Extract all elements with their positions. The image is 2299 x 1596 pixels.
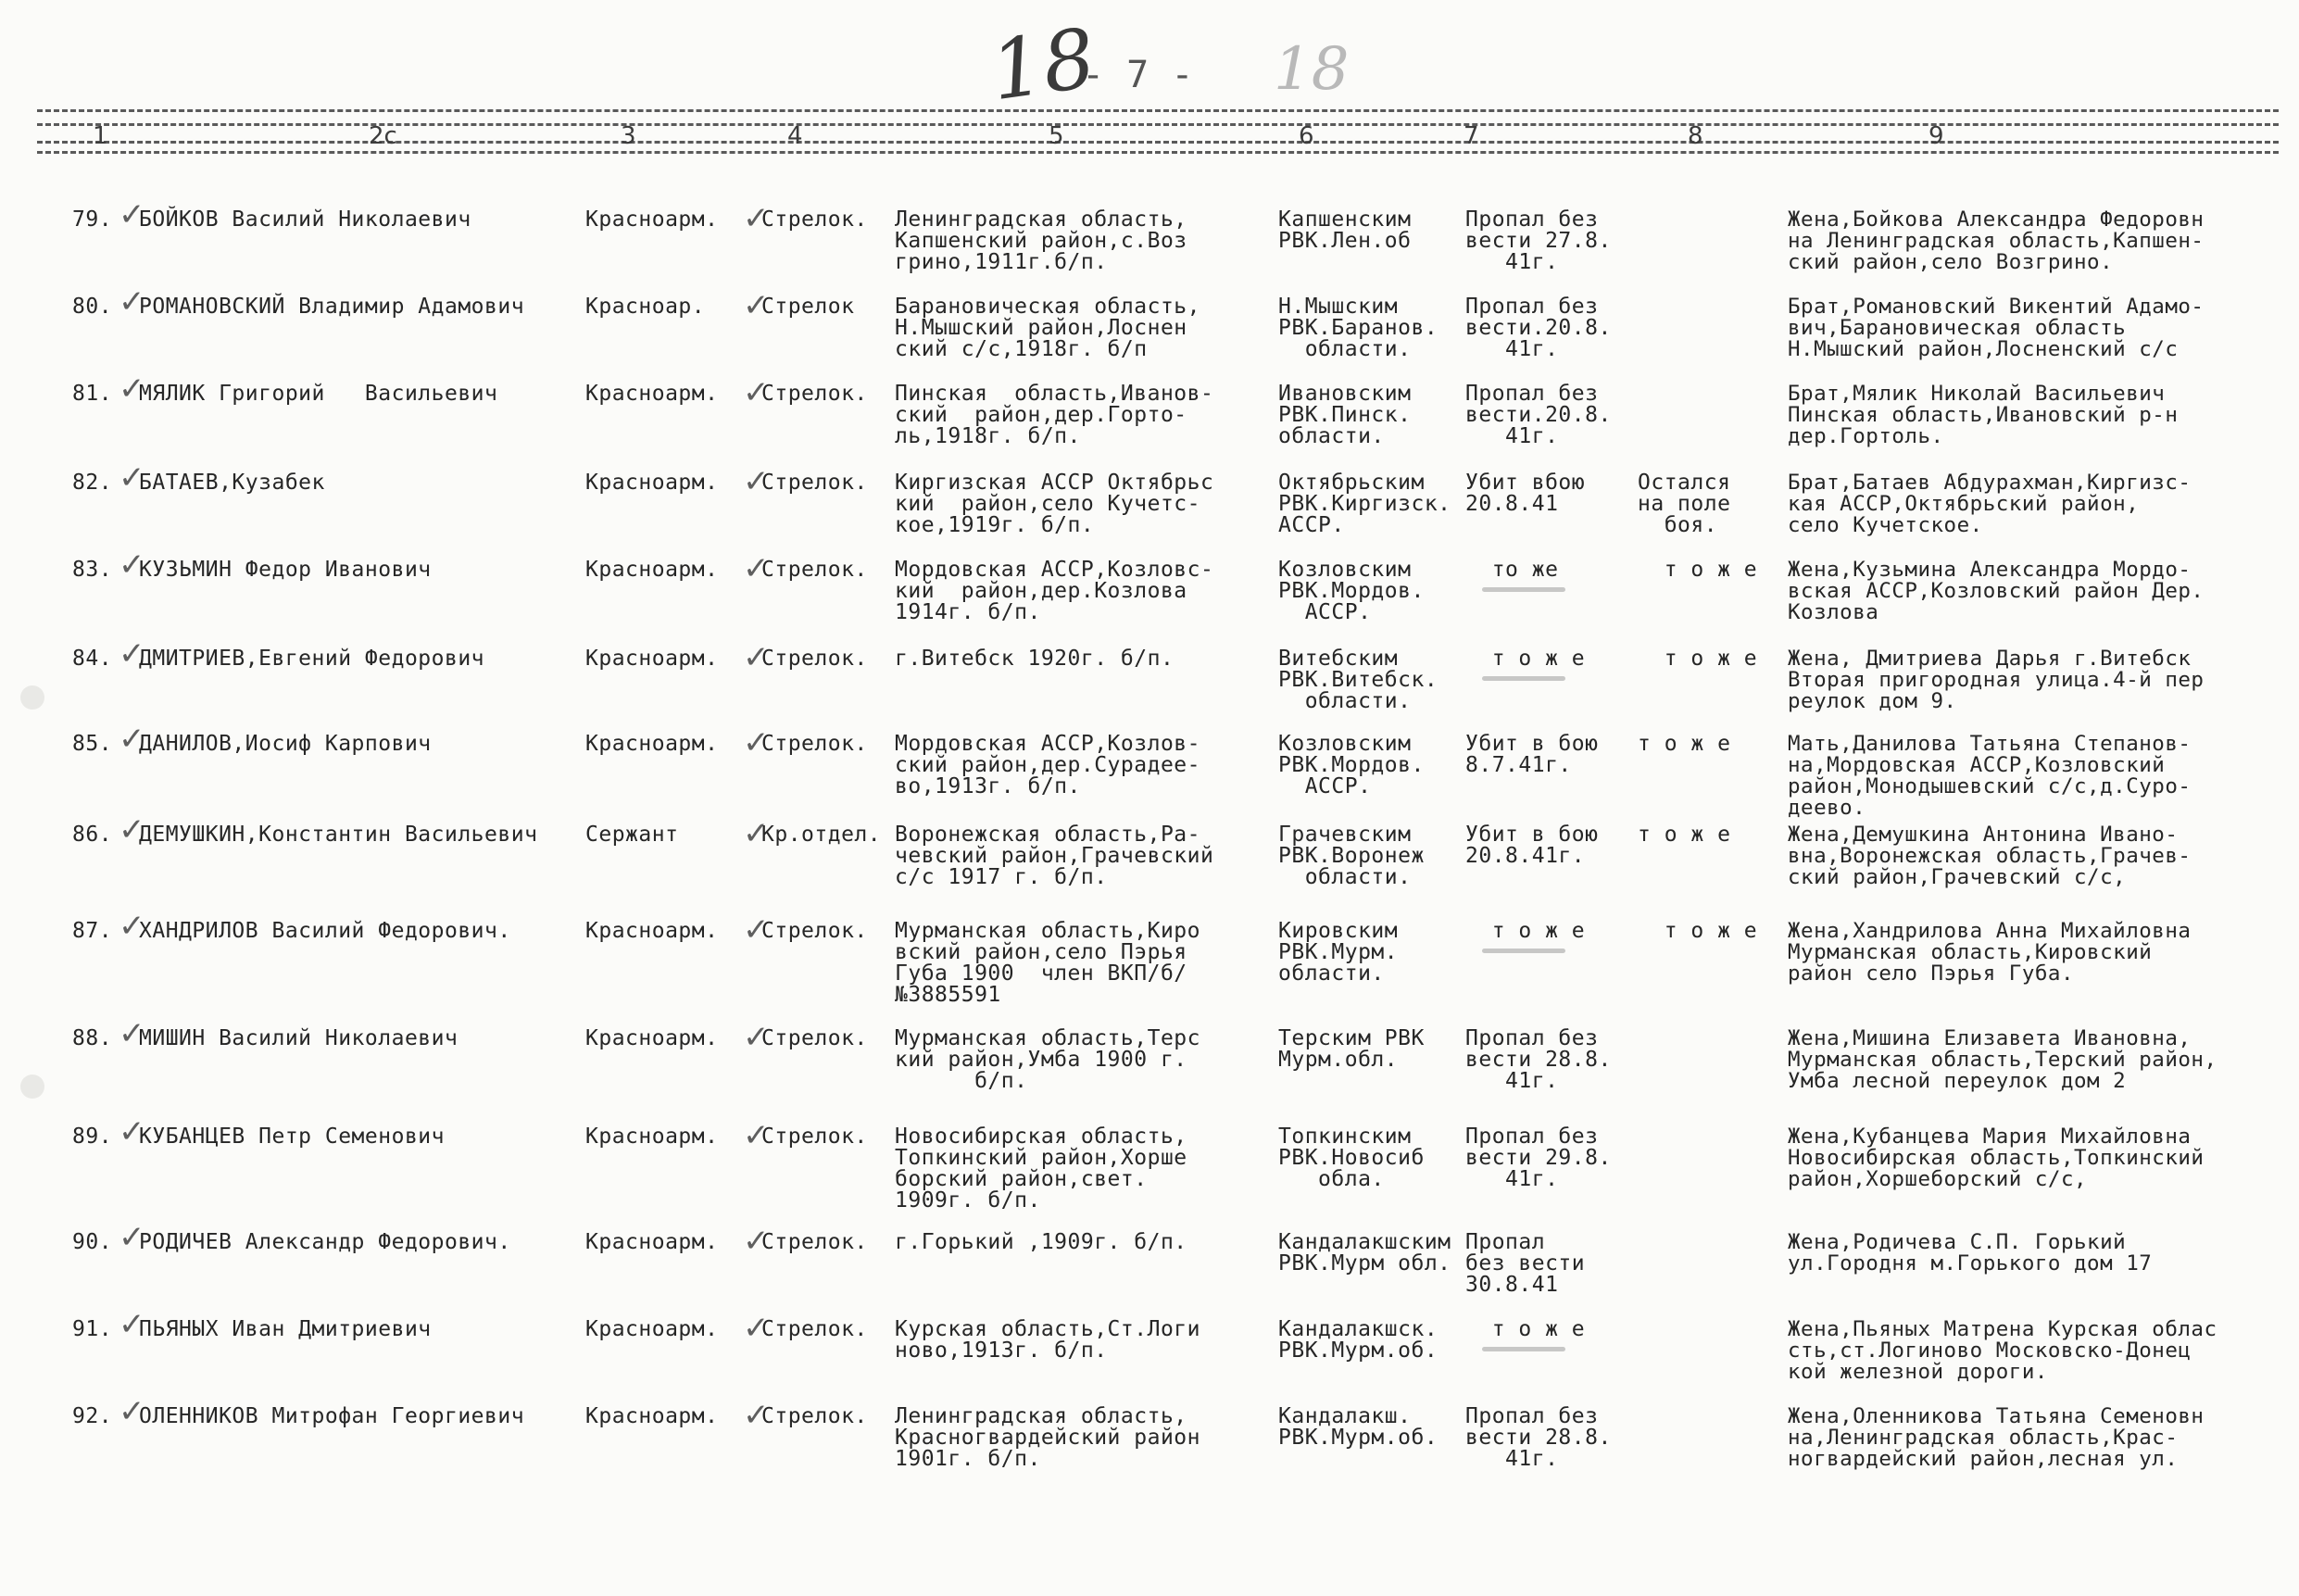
checkmark-icon: ✓ xyxy=(119,459,145,496)
enlistment-office-line: Терским РВК xyxy=(1278,1026,1425,1050)
enlistment-office-line: Октябрьским xyxy=(1278,471,1425,495)
burial-place-line: т о ж е xyxy=(1638,919,1758,943)
relative-address-line: Жена,Демушкина Антонина Ивано- xyxy=(1788,823,2179,847)
burial-place-line: Остался xyxy=(1638,471,1731,495)
checkmark-icon: ✓ xyxy=(119,635,145,672)
enlistment-office-line: области. xyxy=(1278,337,1412,361)
fate-line: вести.20.8. xyxy=(1465,316,1612,340)
checkmark-icon: ✓ xyxy=(119,283,145,320)
birth-details-line: кий район,Умба 1900 г. xyxy=(895,1048,1187,1072)
row-number: 84. xyxy=(72,647,113,671)
pencil-underline xyxy=(1482,949,1565,953)
military-position: Стрелок. xyxy=(761,471,868,495)
military-position: Стрелок. xyxy=(761,1317,868,1341)
column-number-9: 9 xyxy=(1928,122,1944,150)
relative-address-line: вич,Барановическая область xyxy=(1788,316,2127,340)
table-row xyxy=(0,811,2299,908)
enlistment-office-line: Козловским xyxy=(1278,558,1412,582)
birth-details-line: вский район,село Пэрья xyxy=(895,940,1187,964)
military-position: Стрелок. xyxy=(761,647,868,671)
checkmark-icon: ✓ xyxy=(743,463,770,500)
birth-details-line: Мурманская область,Терс xyxy=(895,1026,1200,1050)
table-row xyxy=(0,459,2299,556)
military-rank: Красноарм. xyxy=(585,1125,719,1149)
checkmark-icon: ✓ xyxy=(119,196,145,233)
birth-details-line: Мордовская АССР,Козлов- xyxy=(895,732,1200,756)
military-rank: Красноарм. xyxy=(585,732,719,756)
table-row xyxy=(0,547,2299,643)
military-position: Стрелок. xyxy=(761,1404,868,1428)
relative-address-line: Козлова xyxy=(1788,600,1879,624)
fate-line: 8.7.41г. xyxy=(1465,753,1572,777)
row-number: 81. xyxy=(72,382,113,406)
enlistment-office-line: области. xyxy=(1278,689,1412,713)
relative-address-line: район село Пэрья Губа. xyxy=(1788,961,2075,986)
enlistment-office-line: Козловским xyxy=(1278,732,1412,756)
relative-address-line: Жена,Бойкова Александра Федоровн xyxy=(1788,207,2205,232)
table-row xyxy=(0,1393,2299,1489)
enlistment-office-line: области. xyxy=(1278,424,1385,448)
row-number: 91. xyxy=(72,1317,113,1341)
birth-details-line: с/с 1917 г. б/п. xyxy=(895,865,1108,889)
fate-line: Пропал без xyxy=(1465,382,1599,406)
fate-line: 41г. xyxy=(1465,1447,1559,1471)
checkmark-icon: ✓ xyxy=(119,547,145,584)
fate-line: т о ж е xyxy=(1465,1317,1586,1341)
burial-place-line: т о ж е xyxy=(1638,732,1731,756)
birth-details-line: Киргизская АССР Октябрьс xyxy=(895,471,1214,495)
table-row xyxy=(0,908,2299,1007)
table-row xyxy=(0,635,2299,732)
birth-details-line: ский с/с,1918г. б/п xyxy=(895,337,1148,361)
row-number: 89. xyxy=(72,1125,113,1149)
enlistment-office-line: РВК.Мурм.об. xyxy=(1278,1426,1438,1450)
fate-line: 20.8.41 xyxy=(1465,492,1559,516)
enlistment-office-line: АССР. xyxy=(1278,600,1372,624)
row-number: 80. xyxy=(72,295,113,319)
relative-address-line: кой железной дороги. xyxy=(1788,1360,2048,1384)
military-position: Стрелок. xyxy=(761,382,868,406)
row-number: 86. xyxy=(72,823,113,847)
fate-line: Пропал без xyxy=(1465,1125,1599,1149)
birth-details-line: Воронежская область,Ра- xyxy=(895,823,1200,847)
enlistment-office-line: Топкинским xyxy=(1278,1125,1412,1149)
military-rank: Красноарм. xyxy=(585,1026,719,1050)
fate-line: Пропал без xyxy=(1465,295,1599,319)
enlistment-office-line: Мурм.обл. xyxy=(1278,1048,1399,1072)
fate-line: вести.20.8. xyxy=(1465,403,1612,427)
enlistment-office-line: РВК.Мурм. xyxy=(1278,940,1399,964)
military-position: Кр.отдел. xyxy=(761,823,882,847)
enlistment-office-line: РВК.Мурм.об. xyxy=(1278,1338,1438,1363)
enlistment-office-line: Ивановским xyxy=(1278,382,1412,406)
relative-address-line: Жена,Мишина Елизавета Ивановна, xyxy=(1788,1026,2192,1050)
birth-details-line: Курская область,Ст.Логи xyxy=(895,1317,1200,1341)
enlistment-office-line: РВК.Новосиб xyxy=(1278,1146,1425,1170)
relative-address-line: на Ленинградская область,Капшен- xyxy=(1788,229,2205,253)
row-number: 83. xyxy=(72,558,113,582)
military-rank: Красноарм. xyxy=(585,919,719,943)
soldier-name: МИШИН Василий Николаевич xyxy=(139,1026,459,1050)
birth-details-line: Ленинградская область, xyxy=(895,1404,1187,1428)
table-row xyxy=(0,1113,2299,1213)
fate-line: вести 29.8. xyxy=(1465,1146,1612,1170)
relative-address-line: реулок дом 9. xyxy=(1788,689,1957,713)
pencil-underline xyxy=(1482,676,1565,681)
checkmark-icon: ✓ xyxy=(743,374,770,411)
relative-address-line: на,Ленинградская область,Крас- xyxy=(1788,1426,2179,1450)
relative-address-line: Брат,Романовский Викентий Адамо- xyxy=(1788,295,2205,319)
relative-address-line: Умба лесной переулок дом 2 xyxy=(1788,1069,2127,1093)
birth-details-line: грино,1911г.б/п. xyxy=(895,250,1108,274)
page-number-mark: - 7 - xyxy=(1082,54,1194,96)
column-number-4: 4 xyxy=(787,122,803,150)
checkmark-icon: ✓ xyxy=(119,908,145,945)
checkmark-icon: ✓ xyxy=(743,1117,770,1154)
row-number: 82. xyxy=(72,471,113,495)
military-rank: Сержант xyxy=(585,823,679,847)
birth-details-line: кий район,дер.Козлова xyxy=(895,579,1187,603)
column-number-6: 6 xyxy=(1299,122,1314,150)
fate-line: вести 27.8. xyxy=(1465,229,1612,253)
fate-line: Убит вбою xyxy=(1465,471,1586,495)
row-number: 90. xyxy=(72,1230,113,1254)
relative-address-line: вская АССР,Козловский район Дер. xyxy=(1788,579,2205,603)
soldier-name: ОЛЕННИКОВ Митрофан Георгиевич xyxy=(139,1404,525,1428)
birth-details-line: кий район,село Кучетс- xyxy=(895,492,1200,516)
checkmark-icon: ✓ xyxy=(743,1397,770,1434)
birth-details-line: во,1913г. б/п. xyxy=(895,774,1081,798)
birth-details-line: ново,1913г. б/п. xyxy=(895,1338,1108,1363)
relative-address-line: сть,ст.Логиново Московско-Донец xyxy=(1788,1338,2192,1363)
enlistment-office-line: Кандалакшск. xyxy=(1278,1317,1438,1341)
birth-details-line: г.Горький ,1909г. б/п. xyxy=(895,1230,1187,1254)
table-row xyxy=(0,1015,2299,1112)
enlistment-office-line: РВК.Витебск. xyxy=(1278,668,1438,692)
burial-place-line: боя. xyxy=(1638,513,1718,537)
enlistment-office-line: РВК.Лен.об xyxy=(1278,229,1412,253)
relative-address-line: Пинская область,Ивановский р-н xyxy=(1788,403,2179,427)
burial-place-line: на поле xyxy=(1638,492,1731,516)
checkmark-icon: ✓ xyxy=(743,287,770,324)
relative-address-line: дер.Гортоль. xyxy=(1788,424,1944,448)
fate-line: Пропал xyxy=(1465,1230,1546,1254)
relative-address-line: Мурманская область,Терский район, xyxy=(1788,1048,2217,1072)
enlistment-office-line: Грачевским xyxy=(1278,823,1412,847)
relative-address-line: ский район,село Возгрино. xyxy=(1788,250,2114,274)
checkmark-icon: ✓ xyxy=(743,815,770,852)
soldier-name: КУЗЬМИН Федор Иванович xyxy=(139,558,432,582)
checkmark-icon: ✓ xyxy=(743,724,770,761)
fate-line: вести 28.8. xyxy=(1465,1426,1612,1450)
soldier-name: БОЙКОВ Василий Николаевич xyxy=(139,207,471,232)
soldier-name: КУБАНЦЕВ Петр Семенович xyxy=(139,1125,445,1149)
enlistment-office-line: АССР. xyxy=(1278,513,1345,537)
fate-line: т о ж е xyxy=(1465,919,1586,943)
table-row xyxy=(0,1219,2299,1315)
checkmark-icon: ✓ xyxy=(743,639,770,676)
fate-line: вести 28.8. xyxy=(1465,1048,1612,1072)
relative-address-line: Жена,Кузьмина Александра Мордо- xyxy=(1788,558,2192,582)
relative-address-line: Мурманская область,Кировский xyxy=(1788,940,2153,964)
table-row xyxy=(0,721,2299,820)
relative-address-line: ский район,Грачевский с/с, xyxy=(1788,865,2127,889)
row-number: 79. xyxy=(72,207,113,232)
pencil-underline xyxy=(1482,587,1565,592)
burial-place-line: т о ж е xyxy=(1638,647,1758,671)
fate-line: 41г. xyxy=(1465,250,1559,274)
checkmark-icon: ✓ xyxy=(119,371,145,408)
soldier-name: ХАНДРИЛОВ Василий Федорович. xyxy=(139,919,511,943)
enlistment-office-line: обла. xyxy=(1278,1167,1385,1191)
birth-details-line: ль,1918г. б/п. xyxy=(895,424,1081,448)
birth-details-line: ский район,дер.Горто- xyxy=(895,403,1187,427)
checkmark-icon: ✓ xyxy=(119,1219,145,1256)
enlistment-office-line: Кандалакшским xyxy=(1278,1230,1451,1254)
fate-line: 41г. xyxy=(1465,1167,1559,1191)
birth-details-line: ский район,дер.Сурадее- xyxy=(895,753,1200,777)
fate-line: 20.8.41г. xyxy=(1465,844,1586,868)
relative-address-line: Брат,Батаев Абдурахман,Киргизс- xyxy=(1788,471,2192,495)
column-number-7: 7 xyxy=(1464,122,1479,150)
enlistment-office-line: АССР. xyxy=(1278,774,1372,798)
military-position: Стрелок. xyxy=(761,1026,868,1050)
column-number-5: 5 xyxy=(1049,122,1064,150)
enlistment-office-line: РВК.Пинск. xyxy=(1278,403,1412,427)
page-number: 18 xyxy=(985,9,1101,119)
enlistment-office-line: РВК.Мордов. xyxy=(1278,579,1425,603)
relative-address-line: Жена,Родичева С.П. Горький xyxy=(1788,1230,2127,1254)
birth-details-line: чевский район,Грачевский xyxy=(895,844,1214,868)
pencil-underline xyxy=(1482,1347,1565,1351)
birth-details-line: Новосибирская область, xyxy=(895,1125,1187,1149)
table-row xyxy=(0,1306,2299,1402)
column-number-2: 2c xyxy=(369,122,397,150)
relative-address-line: деево. xyxy=(1788,796,1866,820)
enlistment-office-line: области. xyxy=(1278,961,1385,986)
fate-line: то же xyxy=(1465,558,1559,582)
relative-address-line: Жена,Пьяных Матрена Курская облас xyxy=(1788,1317,2217,1341)
enlistment-office-line: Кировским xyxy=(1278,919,1399,943)
birth-details-line: Красногвардейский район xyxy=(895,1426,1200,1450)
checkmark-icon: ✓ xyxy=(119,721,145,758)
fate-line: Убит в бою xyxy=(1465,732,1599,756)
soldier-name: ДАНИЛОВ,Иосиф Карпович xyxy=(139,732,432,756)
relative-address-line: Мать,Данилова Татьяна Степанов- xyxy=(1788,732,2192,756)
birth-details-line: 1901г. б/п. xyxy=(895,1447,1041,1471)
burial-place-line: т о ж е xyxy=(1638,558,1758,582)
soldier-name: ПЬЯНЫХ Иван Дмитриевич xyxy=(139,1317,432,1341)
military-rank: Красноарм. xyxy=(585,1317,719,1341)
relative-address-line: Жена,Кубанцева Мария Михайловна xyxy=(1788,1125,2192,1149)
military-rank: Красноарм. xyxy=(585,207,719,232)
military-position: Стрелок. xyxy=(761,207,868,232)
checkmark-icon: ✓ xyxy=(119,1015,145,1052)
relative-address-line: район,Хоршеборский с/с, xyxy=(1788,1167,2088,1191)
military-rank: Красноарм. xyxy=(585,382,719,406)
table-row xyxy=(0,371,2299,467)
relative-address-line: вна,Воронежская область,Грачев- xyxy=(1788,844,2192,868)
checkmark-icon: ✓ xyxy=(743,200,770,237)
enlistment-office-line: РВК.Баранов. xyxy=(1278,316,1438,340)
birth-details-line: кое,1919г. б/п. xyxy=(895,513,1095,537)
relative-address-line: район,Монодышевский с/с,д.Суро- xyxy=(1788,774,2192,798)
birth-details-line: Ленинградская область, xyxy=(895,207,1187,232)
birth-details-line: Губа 1900 член ВКП/б/ xyxy=(895,961,1187,986)
birth-details-line: Мордовская АССР,Козловс- xyxy=(895,558,1214,582)
enlistment-office-line: РВК.Мордов. xyxy=(1278,753,1425,777)
military-rank: Красноарм. xyxy=(585,1404,719,1428)
soldier-name: РОМАНОВСКИЙ Владимир Адамович xyxy=(139,295,525,319)
fate-line: без вести xyxy=(1465,1251,1586,1276)
military-position: Стрелок. xyxy=(761,919,868,943)
relative-address-line: Н.Мышский район,Лосненский с/с xyxy=(1788,337,2179,361)
enlistment-office-line: РВК.Киргизск. xyxy=(1278,492,1451,516)
table-row xyxy=(0,283,2299,380)
relative-address-line: Новосибирская область,Топкинский xyxy=(1788,1146,2205,1170)
military-rank: Красноарм. xyxy=(585,647,719,671)
fate-line: Пропал без xyxy=(1465,1404,1599,1428)
birth-details-line: г.Витебск 1920г. б/п. xyxy=(895,647,1175,671)
relative-address-line: Брат,Мялик Николай Васильевич xyxy=(1788,382,2166,406)
birth-details-line: 1914г. б/п. xyxy=(895,600,1041,624)
birth-details-line: Мурманская область,Киро xyxy=(895,919,1200,943)
birth-details-line: Пинская область,Иванов- xyxy=(895,382,1214,406)
military-rank: Красноарм. xyxy=(585,1230,719,1254)
checkmark-icon: ✓ xyxy=(119,1306,145,1343)
soldier-name: РОДИЧЕВ Александр Федорович. xyxy=(139,1230,511,1254)
row-number: 88. xyxy=(72,1026,113,1050)
checkmark-icon: ✓ xyxy=(119,1393,145,1430)
pencil-page-number: 18 xyxy=(1274,35,1350,104)
enlistment-office-line: Капшенским xyxy=(1278,207,1412,232)
birth-details-line: борский район,свет. xyxy=(895,1167,1148,1191)
checkmark-icon: ✓ xyxy=(743,911,770,949)
birth-details-line: Капшенский район,с.Воз xyxy=(895,229,1187,253)
column-number-1: 1 xyxy=(93,122,108,150)
military-rank: Красноар. xyxy=(585,295,706,319)
fate-line: 30.8.41 xyxy=(1465,1273,1559,1297)
fate-line: 41г. xyxy=(1465,424,1559,448)
relative-address-line: Жена, Дмитриева Дарья г.Витебск xyxy=(1788,647,2192,671)
fate-line: 41г. xyxy=(1465,1069,1559,1093)
soldier-name: ДМИТРИЕВ,Евгений Федорович xyxy=(139,647,485,671)
checkmark-icon: ✓ xyxy=(743,1223,770,1260)
checkmark-icon: ✓ xyxy=(743,1310,770,1347)
relative-address-line: Вторая пригородная улица.4-й пер xyxy=(1788,668,2205,692)
relative-address-line: Жена,Хандрилова Анна Михайловна xyxy=(1788,919,2192,943)
military-rank: Красноарм. xyxy=(585,558,719,582)
enlistment-office-line: Н.Мышским xyxy=(1278,295,1399,319)
column-number-3: 3 xyxy=(621,122,636,150)
military-position: Стрелок. xyxy=(761,732,868,756)
birth-details-line: Барановическая область, xyxy=(895,295,1200,319)
soldier-name: БАТАЕВ,Кузабек xyxy=(139,471,325,495)
relative-address-line: Жена,Оленникова Татьяна Семеновн xyxy=(1788,1404,2205,1428)
fate-line: т о ж е xyxy=(1465,647,1586,671)
column-number-8: 8 xyxy=(1688,122,1703,150)
fate-line: 41г. xyxy=(1465,337,1559,361)
checkmark-icon: ✓ xyxy=(119,1113,145,1150)
military-rank: Красноарм. xyxy=(585,471,719,495)
row-number: 87. xyxy=(72,919,113,943)
enlistment-office-line: Кандалакш. xyxy=(1278,1404,1412,1428)
military-position: Стрелок. xyxy=(761,1230,868,1254)
birth-details-line: б/п. xyxy=(895,1069,1028,1093)
row-number: 92. xyxy=(72,1404,113,1428)
birth-details-line: Н.Мышский район,Лоснен xyxy=(895,316,1187,340)
checkmark-icon: ✓ xyxy=(743,550,770,587)
relative-address-line: на,Мордовская АССР,Козловский xyxy=(1788,753,2166,777)
checkmark-icon: ✓ xyxy=(119,811,145,848)
enlistment-office-line: РВК.Воронеж xyxy=(1278,844,1425,868)
enlistment-office-line: Витебским xyxy=(1278,647,1399,671)
military-position: Стрелок. xyxy=(761,1125,868,1149)
military-position: Стрелок. xyxy=(761,558,868,582)
relative-address-line: ногвардейский район,лесная ул. xyxy=(1788,1447,2179,1471)
military-position: Стрелок xyxy=(761,295,855,319)
relative-address-line: кая АССР,Октябрьский район, xyxy=(1788,492,2140,516)
checkmark-icon: ✓ xyxy=(743,1019,770,1056)
table-row xyxy=(0,196,2299,293)
fate-line: Пропал без xyxy=(1465,1026,1599,1050)
relative-address-line: ул.Городня м.Горького дом 17 xyxy=(1788,1251,2153,1276)
birth-details-line: №3885591 xyxy=(895,983,1001,1007)
burial-place-line: т о ж е xyxy=(1638,823,1731,847)
birth-details-line: 1909г. б/п. xyxy=(895,1188,1041,1213)
enlistment-office-line: РВК.Мурм обл. xyxy=(1278,1251,1451,1276)
fate-line: Убит в бою xyxy=(1465,823,1599,847)
enlistment-office-line: области. xyxy=(1278,865,1412,889)
fate-line: Пропал без xyxy=(1465,207,1599,232)
soldier-name: МЯЛИК Григорий Васильевич xyxy=(139,382,498,406)
relative-address-line: село Кучетское. xyxy=(1788,513,1983,537)
birth-details-line: Топкинский район,Хорше xyxy=(895,1146,1187,1170)
row-number: 85. xyxy=(72,732,113,756)
soldier-name: ДЕМУШКИН,Константин Васильевич xyxy=(139,823,538,847)
